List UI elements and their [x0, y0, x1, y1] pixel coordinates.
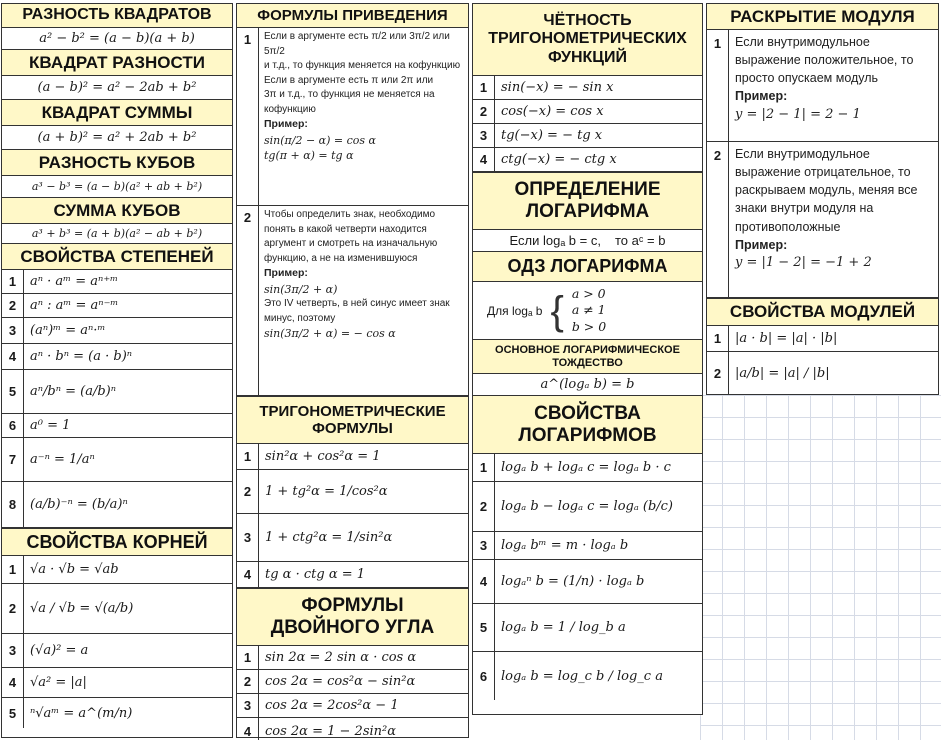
row-formula: tg(−x) = − tg x: [501, 128, 603, 143]
trig-row-1: [237, 444, 468, 470]
roots-row-4: [2, 668, 232, 698]
row-number: 3: [473, 532, 495, 559]
roots-row-3: [2, 634, 232, 668]
roots-row-1: [2, 556, 232, 584]
log-identity-title: ОСНОВНОЕ ЛОГАРИФМИЧЕСКОЕ ТОЖДЕСТВО: [473, 340, 702, 374]
modulus-expansion-title: РАСКРЫТИЕ МОДУЛЯ: [707, 4, 938, 30]
row-formula: aⁿ · bⁿ = (a · b)ⁿ: [30, 349, 133, 364]
double-row-2: [237, 670, 468, 694]
row-formula: cos 2α = 1 − 2sin²α: [265, 723, 397, 739]
row-number: 3: [2, 318, 24, 343]
rule-text: Это IV четверть, в ней синус имеет знак минус, поэтому: [264, 298, 450, 324]
row-formula: 1 + tg²α = 1/cos²α: [265, 484, 388, 499]
example-label: Пример:: [264, 118, 308, 130]
logprops-row-3: [473, 532, 702, 560]
double-row-3: [237, 694, 468, 718]
row-number: 1: [473, 76, 495, 99]
square-sum-formula: (a + b)² = a² + 2ab + b²: [2, 126, 232, 150]
sum-cubes-title: СУММА КУБОВ: [2, 198, 232, 224]
column-modulus: [706, 3, 939, 395]
column-logs: [472, 3, 703, 715]
rule-text: 3π и т.д., то функция не меняется на кофункцию: [264, 89, 435, 115]
row-number: 2: [2, 294, 24, 317]
row-formula: √a · √b = √ab: [30, 562, 119, 577]
row-number: 2: [707, 352, 729, 394]
rule-text: Чтобы определить знак, необходимо понять в какой четверти находится аргумент и смотреть на изначальную функцию, а не на изменившуюся: [264, 209, 438, 264]
powers-row-1: [2, 270, 232, 294]
example-label: Пример:: [264, 267, 308, 279]
reduction-title: ФОРМУЛЫ ПРИВЕДЕНИЯ: [237, 4, 468, 28]
row-formula: ⁿ√aᵐ = a^(m/n): [30, 705, 133, 721]
powers-row-3: [2, 318, 232, 344]
sum-cubes-formula: a³ + b³ = (a + b)(a² − ab + b²): [2, 224, 232, 244]
row-number: 5: [2, 698, 24, 728]
row-formula: logₐ b − logₐ c = logₐ (b/c): [501, 499, 674, 514]
modulus-rule-2: [729, 142, 938, 297]
row-formula: 1 + ctg²α = 1/sin²α: [265, 530, 393, 545]
log-identity-formula: a^(logₐ b) = b: [473, 374, 702, 396]
rule-text: Если в аргументе есть π/2 или 3π/2 или 5π/2: [264, 31, 450, 57]
row-formula: (a/b)⁻ⁿ = (b/a)ⁿ: [30, 497, 128, 512]
row-number: 4: [2, 344, 24, 369]
double-row-1: [237, 646, 468, 670]
row-number: 7: [2, 438, 24, 481]
example-formula: y = |1 − 2| = −1 + 2: [735, 254, 872, 270]
row-number: 4: [473, 560, 495, 603]
diff-squares-formula: a² − b² = (a − b)(a + b): [2, 28, 232, 50]
brace-icon: {: [550, 288, 564, 333]
row-number: 2: [473, 482, 495, 531]
row-number: 1: [237, 444, 259, 469]
logprops-row-2: [473, 482, 702, 532]
logprops-row-4: [473, 560, 702, 604]
logprops-row-1: [473, 454, 702, 482]
roots-title: СВОЙСТВА КОРНЕЙ: [2, 528, 232, 556]
row-formula: a⁰ = 1: [30, 418, 71, 433]
row-formula: (aⁿ)ᵐ = aⁿ·ᵐ: [30, 323, 106, 338]
double-row-4: [237, 718, 468, 740]
log-definition-then: то aᶜ = b: [614, 233, 666, 248]
log-definition-formula: [473, 230, 702, 252]
odz-title: ОДЗ ЛОГАРИФМА: [473, 252, 702, 282]
row-number: 6: [2, 414, 24, 437]
row-number: 6: [473, 652, 495, 700]
powers-row-2: [2, 294, 232, 318]
reduction-rule-1: [259, 28, 468, 205]
powers-row-8: [2, 482, 232, 528]
row-number: 1: [237, 28, 259, 205]
row-formula: sin(−x) = − sin x: [501, 80, 614, 95]
square-sum-title: КВАДРАТ СУММЫ: [2, 100, 232, 126]
reduction-row-1: [237, 28, 468, 206]
trig-row-2: [237, 470, 468, 514]
powers-row-4: [2, 344, 232, 370]
rule-text: и т.д., то функция меняется на кофункцию: [264, 60, 461, 71]
row-number: 2: [473, 100, 495, 123]
square-diff-formula: (a − b)² = a² − 2ab + b²: [2, 76, 232, 100]
row-number: 5: [2, 370, 24, 413]
row-formula: (√a)² = a: [30, 643, 89, 658]
rule-text: Если в аргументе есть π или 2π или: [264, 74, 434, 86]
example-formula: tg(π + α) = tg α: [264, 149, 354, 163]
logprops-row-5: [473, 604, 702, 652]
roots-row-5: [2, 698, 232, 728]
row-formula: aⁿ/bⁿ = (a/b)ⁿ: [30, 384, 117, 399]
row-formula: sin²α + cos²α = 1: [265, 449, 381, 464]
row-formula: |a · b| = |a| · |b|: [735, 331, 838, 346]
square-diff-title: КВАДРАТ РАЗНОСТИ: [2, 50, 232, 76]
row-number: 2: [2, 584, 24, 633]
diff-squares-title: РАЗНОСТЬ КВАДРАТОВ: [2, 4, 232, 28]
row-formula: √a / √b = √(a/b): [30, 601, 134, 616]
row-number: 2: [237, 670, 259, 693]
row-number: 1: [473, 454, 495, 481]
row-formula: logₐ b = log_c b / log_c a: [501, 668, 663, 684]
row-formula: aⁿ · aᵐ = aⁿ⁺ᵐ: [30, 274, 119, 289]
row-formula: √a² = |a|: [30, 675, 87, 690]
odz-list: [572, 286, 606, 335]
column-trig: [236, 3, 469, 738]
powers-row-5: [2, 370, 232, 414]
row-number: 2: [237, 206, 259, 395]
row-number: 3: [473, 124, 495, 147]
row-number: 4: [237, 562, 259, 587]
log-definition-if: Если logₐ b = c,: [509, 233, 601, 248]
example-formula: y = |2 − 1| = 2 − 1: [735, 106, 861, 122]
row-number: 2: [707, 142, 729, 297]
parity-row-4: [473, 148, 702, 172]
odz-condition: a ≠ 1: [571, 302, 606, 318]
trig-row-4: [237, 562, 468, 588]
row-number: 3: [237, 694, 259, 717]
modulus-row-1: [707, 30, 938, 142]
row-number: 4: [237, 718, 259, 740]
powers-row-7: [2, 438, 232, 482]
row-number: 1: [707, 326, 729, 351]
double-angle-title: ФОРМУЛЫ ДВОЙНОГО УГЛА: [237, 588, 468, 646]
modprops-row-2: [707, 352, 938, 394]
odz-lead: Для logₐ b: [487, 303, 543, 318]
example-formula: sin(π/2 − α) = cos α: [264, 133, 376, 147]
row-formula: cos 2α = cos²α − sin²α: [265, 674, 416, 689]
row-formula: tg α · ctg α = 1: [265, 567, 366, 582]
rule-text: Если внутримодульное выражение положительное, то просто опускаем модуль: [735, 35, 914, 86]
rule-text: Если внутримодульное выражение отрицательное, то раскрываем модуль, меняя все знаки внутри модуля на противоположные: [735, 147, 918, 234]
grid-background: [700, 395, 941, 740]
row-formula: ctg(−x) = − ctg x: [501, 152, 617, 167]
odz-conditions: [473, 282, 702, 340]
reduction-row-2: [237, 206, 468, 396]
odz-condition: b > 0: [571, 318, 607, 334]
row-formula: logₐ b = 1 / log_b a: [501, 620, 626, 635]
row-number: 4: [473, 148, 495, 171]
row-formula: logₐⁿ b = (1/n) · logₐ b: [501, 574, 645, 589]
logprops-row-6: [473, 652, 702, 700]
row-formula: |a/b| = |a| / |b|: [735, 365, 830, 381]
trig-row-3: [237, 514, 468, 562]
roots-row-2: [2, 584, 232, 634]
diff-cubes-formula: a³ − b³ = (a − b)(a² + ab + b²): [2, 176, 232, 198]
modprops-row-1: [707, 326, 938, 352]
parity-row-1: [473, 76, 702, 100]
parity-title: ЧЁТНОСТЬ ТРИГОНОМЕТРИЧЕСКИХ ФУНКЦИЙ: [473, 4, 702, 76]
row-number: 3: [237, 514, 259, 561]
row-number: 1: [707, 30, 729, 141]
row-number: 2: [237, 470, 259, 513]
column-algebra: [1, 3, 233, 738]
log-properties-title: СВОЙСТВА ЛОГАРИФМОВ: [473, 396, 702, 454]
log-definition-title: ОПРЕДЕЛЕНИЕ ЛОГАРИФМА: [473, 172, 702, 230]
parity-row-2: [473, 100, 702, 124]
modulus-properties-title: СВОЙСТВА МОДУЛЕЙ: [707, 298, 938, 326]
example-formula: sin(3π/2 + α) = − cos α: [264, 327, 396, 341]
trig-formulas-title: ТРИГОНОМЕТРИЧЕСКИЕ ФОРМУЛЫ: [237, 396, 468, 444]
row-number: 5: [473, 604, 495, 651]
modulus-rule-1: [729, 30, 938, 141]
row-formula: logₐ bᵐ = m · logₐ b: [501, 538, 629, 553]
row-number: 8: [2, 482, 24, 527]
diff-cubes-title: РАЗНОСТЬ КУБОВ: [2, 150, 232, 176]
modulus-row-2: [707, 142, 938, 298]
parity-row-3: [473, 124, 702, 148]
row-formula: a⁻ⁿ = 1/aⁿ: [30, 452, 95, 467]
row-number: 3: [2, 634, 24, 667]
row-formula: aⁿ : aᵐ = aⁿ⁻ᵐ: [30, 298, 119, 313]
row-formula: cos 2α = 2cos²α − 1: [265, 698, 399, 713]
powers-title: СВОЙСТВА СТЕПЕНЕЙ: [2, 244, 232, 270]
row-number: 1: [237, 646, 259, 669]
example-label: Пример:: [735, 89, 788, 104]
powers-row-6: [2, 414, 232, 438]
row-formula: sin 2α = 2 sin α · cos α: [265, 650, 417, 665]
row-number: 4: [2, 668, 24, 697]
odz-condition: a > 0: [571, 286, 606, 302]
row-formula: logₐ b + logₐ c = logₐ b · c: [501, 460, 671, 475]
reduction-rule-2: [259, 206, 468, 395]
row-number: 1: [2, 270, 24, 293]
example-formula: sin(3π/2 + α): [264, 282, 338, 296]
example-label: Пример:: [735, 237, 788, 252]
row-formula: cos(−x) = cos x: [501, 104, 604, 119]
row-number: 1: [2, 556, 24, 583]
